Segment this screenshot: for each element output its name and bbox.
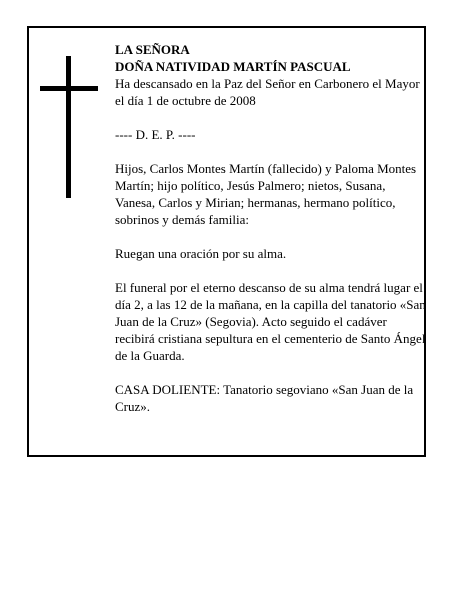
prayer-request: Ruegan una oración por su alma. [115, 246, 287, 261]
funeral-details: El funeral por el eterno descanso de su alma tendrá lugar el día 2, a las 12 de la mañana, en la capilla del tanatorio «San Juan de la Cruz» (Segovia). Acto seguido el cadáver recibirá cristiana sepultura en el cementerio de Santo Ángel de la Guarda. [115, 280, 426, 363]
obituary-notice [27, 26, 426, 457]
deceased-title: LA SEÑORA [115, 42, 190, 57]
deceased-name: DOÑA NATIVIDAD MARTÍN PASCUAL [115, 59, 351, 74]
mourning-house: CASA DOLIENTE: Tanatorio segoviano «San Juan de la Cruz». [115, 382, 414, 414]
cross-icon [40, 56, 100, 198]
death-announcement: Ha descansado en la Paz del Señor en Carbonero el Mayor el día 1 de octubre de 2008 [115, 76, 420, 108]
family-list: Hijos, Carlos Montes Martín (fallecido) y Paloma Montes Martín; hijo político, Jesús Palmero; nietos, Susana, Vanesa, Carlos y Mirian; hermanas, hermano político, sobrinos y demás familia: [115, 161, 417, 227]
cross-vertical-bar [66, 56, 71, 198]
cross-horizontal-bar [40, 86, 98, 91]
rip-line: ---- D. E. P. ---- [115, 127, 196, 142]
notice-body [115, 41, 427, 415]
